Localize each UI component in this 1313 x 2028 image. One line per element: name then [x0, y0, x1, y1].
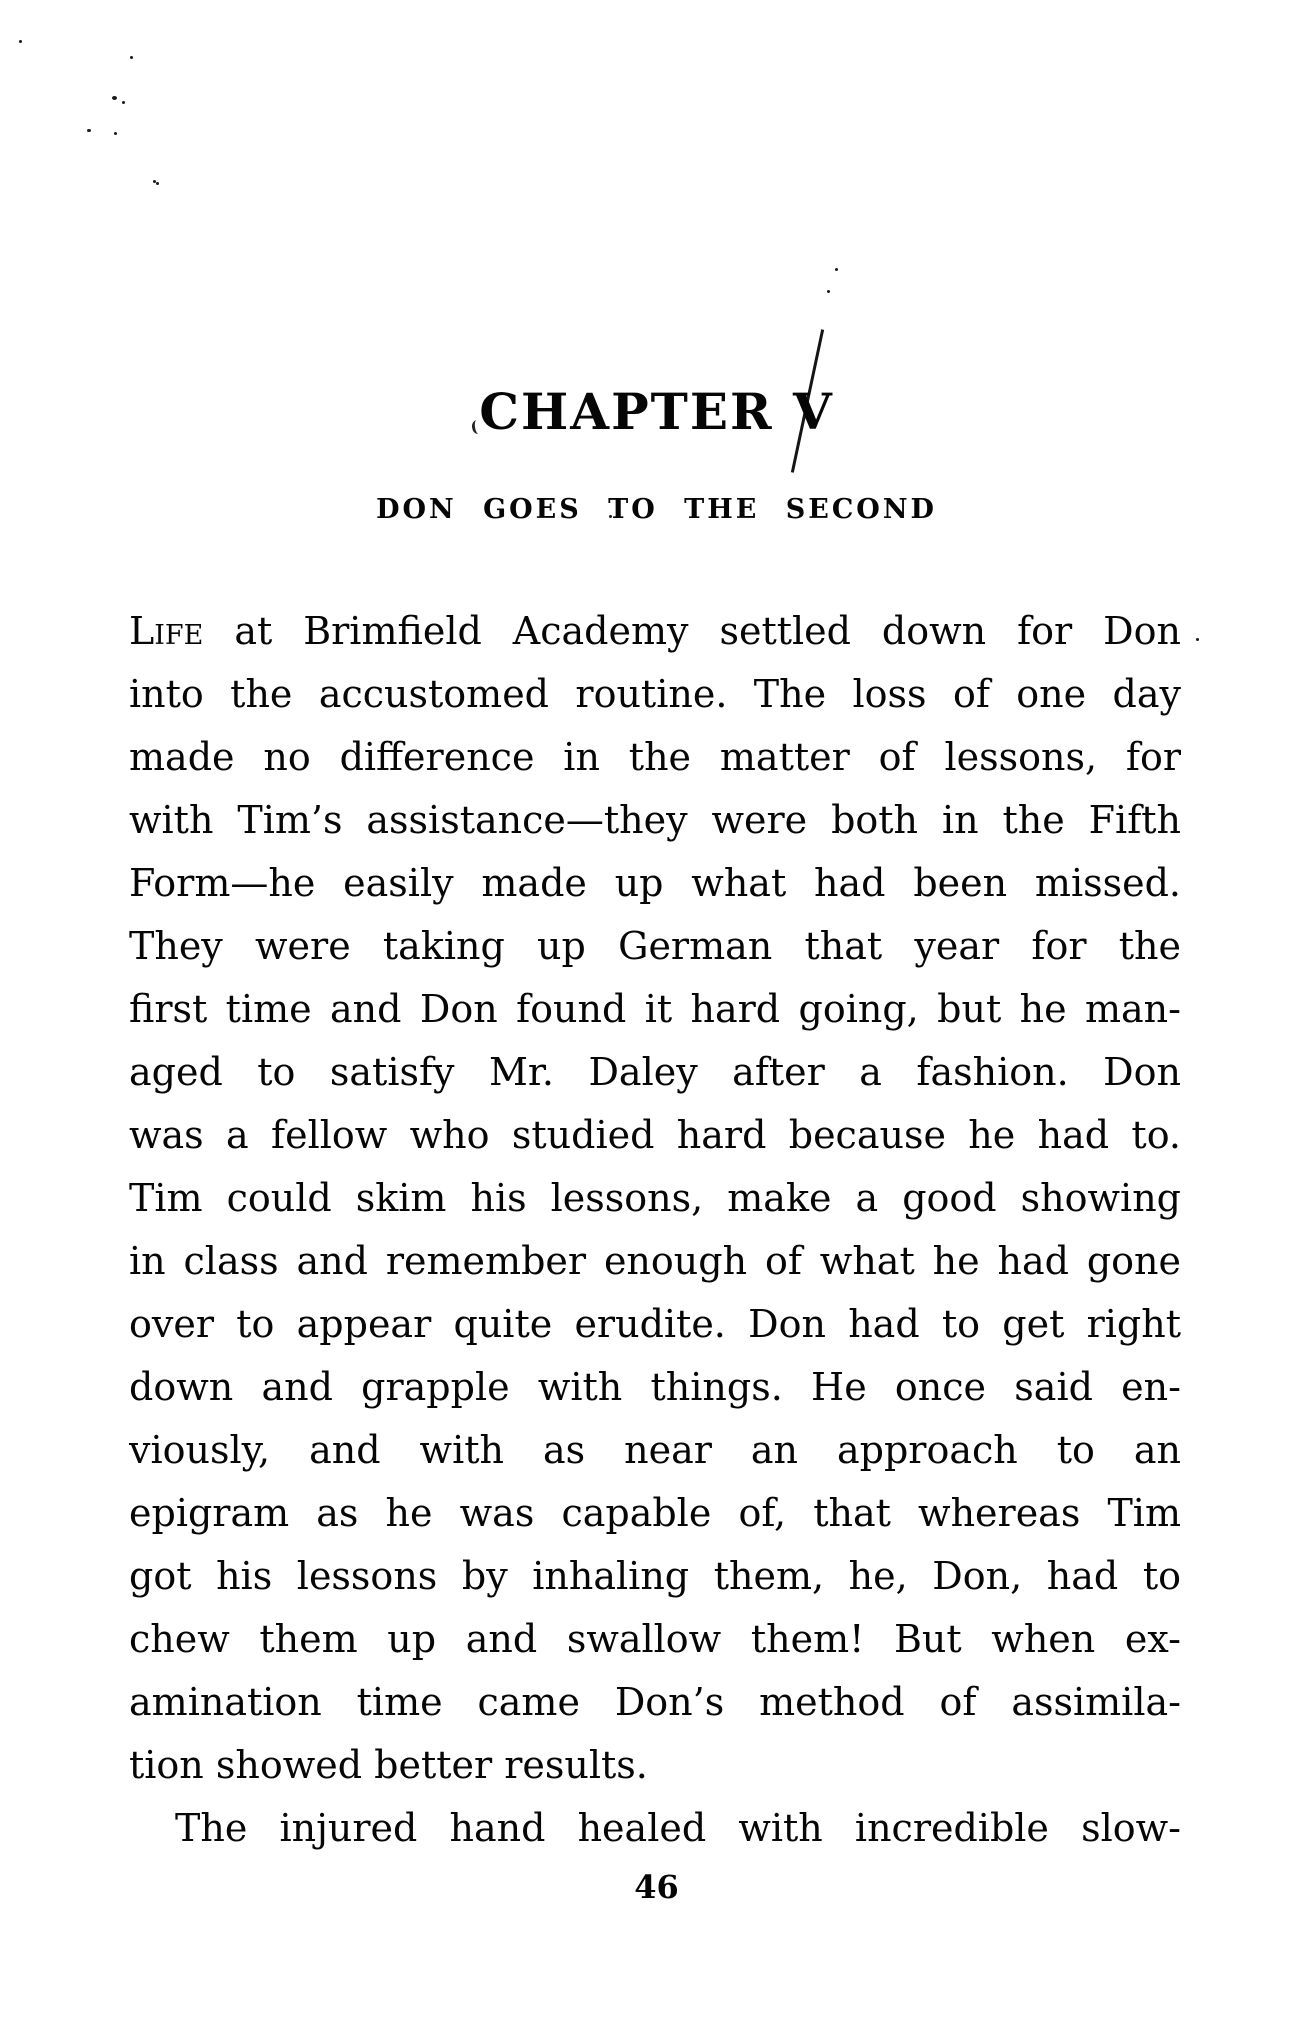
body-line: over to appear quite erudite. Don had to get right [129, 1302, 1181, 1346]
body-line [129, 600, 1181, 663]
scan-speck [130, 56, 133, 59]
body-line: got his lessons by inhaling them, he, Don, had to [129, 1554, 1181, 1598]
lead-word: Life [129, 609, 204, 653]
body-line: chew them up and swallow them! But when ex- [129, 1617, 1181, 1661]
scan-speck [122, 101, 125, 104]
section-heading: DON GOES TO THE SECOND [376, 494, 937, 525]
scan-speck [156, 182, 159, 185]
body-line: amination time came Don’s method of assimila- [129, 1680, 1181, 1724]
body-line: down and grapple with things. He once said en- [129, 1365, 1181, 1409]
page-number: 46 [634, 1868, 679, 1906]
body-line-rest: at Brimfield Academy settled down for Don [203, 609, 1181, 653]
body-line: They were taking up German that year for the [129, 924, 1181, 968]
chapter-heading: CHAPTER V [479, 382, 834, 441]
body-text [129, 600, 1181, 1860]
body-line: Tim could skim his lessons, make a good showing [129, 1176, 1181, 1220]
scan-speck [112, 96, 117, 100]
body-line: first time and Don found it hard going, but he man- [129, 987, 1181, 1031]
body-line: The injured hand healed with incredible slow- [175, 1806, 1181, 1850]
scan-speck [835, 268, 838, 271]
body-line: viously, and with as near an approach to an [129, 1428, 1181, 1472]
body-line: with Tim’s assistance—they were both in the Fifth [129, 798, 1181, 842]
scan-speck [1196, 638, 1199, 641]
body-line: epigram as he was capable of, that whereas Tim [129, 1491, 1181, 1535]
body-line: into the accustomed routine. The loss of one day [129, 672, 1181, 716]
body-line: aged to satisfy Mr. Daley after a fashion. Don [129, 1050, 1181, 1094]
body-line: tion showed better results. [129, 1743, 648, 1787]
scan-speck [114, 132, 117, 135]
scan-speck [87, 129, 91, 132]
scan-speck [19, 40, 22, 43]
body-line: in class and remember enough of what he had gone [129, 1239, 1181, 1283]
body-line: was a fellow who studied hard because he had to. [129, 1113, 1181, 1157]
body-line: made no difference in the matter of lessons, for [129, 735, 1181, 779]
body-line: Form—he easily made up what had been missed. [129, 861, 1181, 905]
scan-speck [827, 290, 830, 293]
